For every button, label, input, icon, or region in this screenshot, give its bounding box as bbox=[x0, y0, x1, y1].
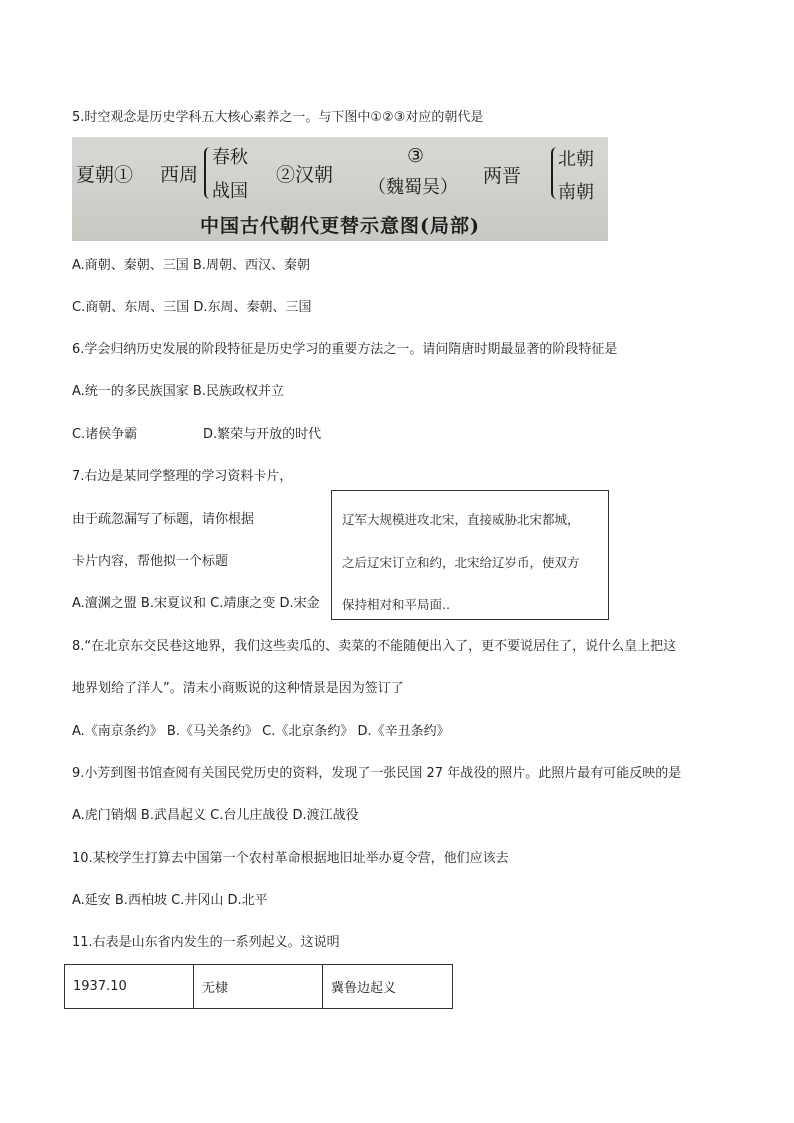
q7-options: A.澶渊之盟 B.宋夏议和 C.靖康之变 D.宋金 bbox=[72, 596, 320, 611]
fig-three-mark: ③ bbox=[407, 145, 425, 167]
uprising-table bbox=[64, 964, 453, 1009]
q5-options-cd: C.商朝、东周、三国 D.东周、秦朝、三国 bbox=[72, 300, 312, 315]
card-line1: 辽军大规模进攻北宋，直接威胁北宋都城， bbox=[342, 512, 580, 527]
q8-options: A.《南京条约》 B.《马关条约》 C.《北京条约》 D.《辛丑条约》 bbox=[72, 724, 450, 739]
q6-option-c: C.诸侯争霸 bbox=[72, 427, 138, 442]
fig-zhanguo: 战国 bbox=[212, 181, 248, 202]
q6-stem: 6.学会归纳历史发展的阶段特征是历史学习的重要方法之一。请问隋唐时期最显著的阶段特征是 bbox=[72, 342, 618, 357]
table-cell-place: 无棣 bbox=[194, 965, 323, 1009]
study-card bbox=[331, 490, 609, 620]
q9-stem: 9.小芳到图书馆查阅有关国民党历史的资料，发现了一张民国 27 年战役的照片。此照片最有可能反映的是 bbox=[72, 766, 682, 781]
q10-options: A.延安 B.西柏坡 C.井冈山 D.北平 bbox=[72, 893, 268, 908]
q6-options-ab: A.统一的多民族国家 B.民族政权并立 bbox=[72, 384, 284, 399]
card-line3: 保持相对和平局面.. bbox=[342, 597, 450, 612]
fig-xia: 夏朝① bbox=[76, 164, 134, 186]
fig-chunqiu: 春秋 bbox=[212, 147, 248, 168]
q11-stem: 11.右表是山东省内发生的一系列起义。这说明 bbox=[72, 935, 340, 950]
q7-stem-line2: 由于疏忽漏写了标题，请你根据 bbox=[72, 512, 255, 527]
fig-liangjin: 两晋 bbox=[483, 165, 522, 187]
q9-options: A.虎门销烟 B.武昌起义 C.台儿庄战役 D.渡江战役 bbox=[72, 808, 359, 823]
q8-stem-line1: 8.“在北京东交民巷这地界，我们这些卖瓜的、卖菜的不能随便出入了，更不要说居住了，说什么皇上把这 bbox=[72, 639, 677, 654]
fig-three-label: （魏蜀吴） bbox=[368, 177, 458, 198]
fig-beichao: 北朝 bbox=[558, 149, 594, 170]
q7-stem-line3: 卡片内容，帮他拟一个标题 bbox=[72, 554, 229, 569]
dynasty-timeline-photo bbox=[72, 137, 608, 241]
card-line2: 之后辽宋订立和约，北宋给辽岁币，使双方 bbox=[342, 555, 580, 570]
fig-caption: 中国古代朝代更替示意图(局部) bbox=[200, 215, 480, 237]
table-cell-event: 冀鲁边起义 bbox=[323, 965, 453, 1009]
q5-stem: 5.时空观念是历史学科五大核心素养之一。与下图中①②③对应的朝代是 bbox=[72, 110, 484, 125]
q10-stem: 10.某校学生打算去中国第一个农村革命根据地旧址举办夏令营，他们应该去 bbox=[72, 851, 509, 866]
q8-stem-line2: 地界划给了洋人”。清末小商贩说的这种情景是因为签订了 bbox=[72, 681, 404, 696]
q6-option-d: D.繁荣与开放的时代 bbox=[203, 427, 322, 442]
fig-nanchao: 南朝 bbox=[558, 182, 594, 203]
q5-options-ab: A.商朝、秦朝、三国 B.周朝、西汉、秦朝 bbox=[72, 258, 310, 273]
table-cell-date: 1937.10 bbox=[65, 965, 194, 1009]
q7-stem-line1: 7.右边是某同学整理的学习资料卡片， bbox=[72, 469, 293, 484]
fig-xizhou: 西周 bbox=[160, 164, 199, 186]
fig-han: ②汉朝 bbox=[276, 164, 334, 186]
table-row bbox=[65, 965, 453, 1009]
